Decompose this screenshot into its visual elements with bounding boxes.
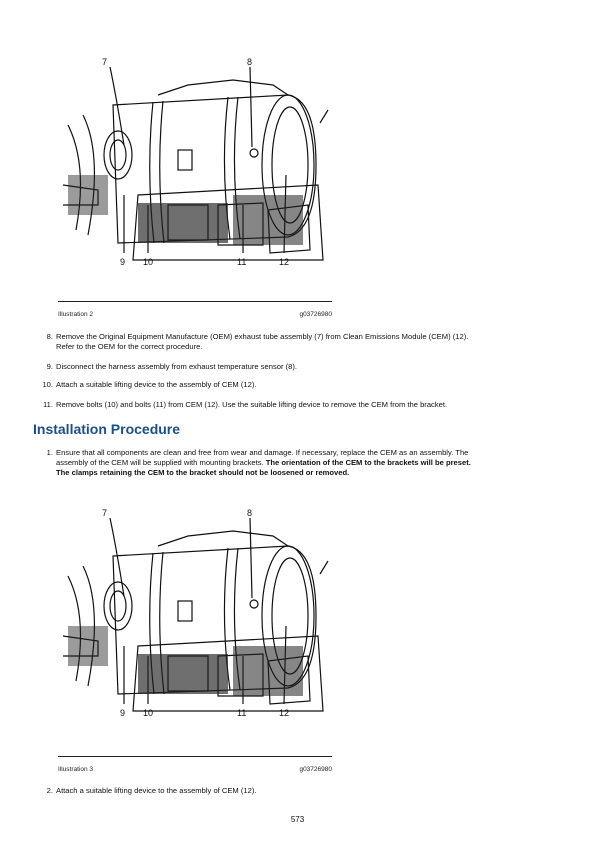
- step-9: [33, 362, 563, 374]
- step-number: 2.: [46, 786, 53, 795]
- callout-11: 11: [237, 708, 247, 718]
- callout-7: 7: [102, 57, 108, 67]
- page-number: 573: [290, 815, 305, 824]
- step-text-warning: The orientation of the CEM to the brackets will be preset.: [265, 458, 471, 467]
- callout-11: 11: [237, 257, 247, 267]
- step-text: Ensure that all components are clean and free from wear and damage. If necessary, replace the CEM as an assembly. The: [56, 448, 469, 457]
- callout-9: 9: [120, 708, 126, 718]
- step-number: 1.: [46, 448, 53, 457]
- callout-9: 9: [120, 257, 126, 267]
- step-number: 10.: [42, 380, 53, 389]
- callout-8: 8: [247, 508, 253, 518]
- cem-assembly-drawing: [58, 55, 332, 275]
- caption-label: Illustration 3: [58, 766, 94, 773]
- section-heading: Installation Procedure: [33, 421, 181, 437]
- step-text: Remove bolts (10) and bolts (11) from CEM (12). Use the suitable lifting device to remove the CEM from the bracket.: [56, 400, 448, 409]
- step-text-warning-line2: The clamps retaining the CEM to the bracket should not be loosened or removed.: [56, 468, 350, 477]
- figure-caption: [58, 766, 332, 773]
- callout-7: 7: [102, 508, 108, 518]
- cem-assembly-drawing: [58, 506, 332, 726]
- step-11: [33, 400, 563, 412]
- step-8: [33, 332, 563, 354]
- step-text: Attach a suitable lifting device to the assembly of CEM (12).: [56, 786, 257, 795]
- step-number: 11.: [43, 400, 53, 409]
- step-10: [33, 380, 563, 392]
- callout-10: 10: [143, 708, 154, 718]
- install-step-2: [33, 786, 563, 798]
- callout-8: 8: [247, 57, 253, 67]
- step-text: Remove the Original Equipment Manufacture (OEM) exhaust tube assembly (7) from Clean Emissions Module (CEM) (12).: [56, 332, 469, 341]
- install-step-1: [33, 448, 563, 480]
- step-text: Attach a suitable lifting device to the assembly of CEM (12).: [56, 380, 257, 389]
- caption-code: g03726980: [299, 311, 332, 318]
- caption-divider: [58, 301, 332, 302]
- illustration-3-image: [58, 506, 332, 726]
- step-text-line2: assembly of the CEM will be supplied with mounting brackets.: [56, 458, 266, 467]
- step-text-line2: Refer to the OEM for the correct procedure.: [56, 342, 203, 351]
- callout-10: 10: [143, 257, 154, 267]
- caption-label: Illustration 2: [58, 311, 94, 318]
- caption-divider: [58, 756, 332, 757]
- callout-12: 12: [279, 708, 290, 718]
- caption-code: g03726980: [299, 766, 332, 773]
- step-text: Disconnect the harness assembly from exhaust temperature sensor (8).: [56, 362, 297, 371]
- illustration-2-image: [58, 55, 332, 275]
- figure-caption: [58, 311, 332, 318]
- callout-12: 12: [279, 257, 290, 267]
- step-number: 8.: [46, 332, 53, 341]
- step-number: 9.: [46, 362, 53, 371]
